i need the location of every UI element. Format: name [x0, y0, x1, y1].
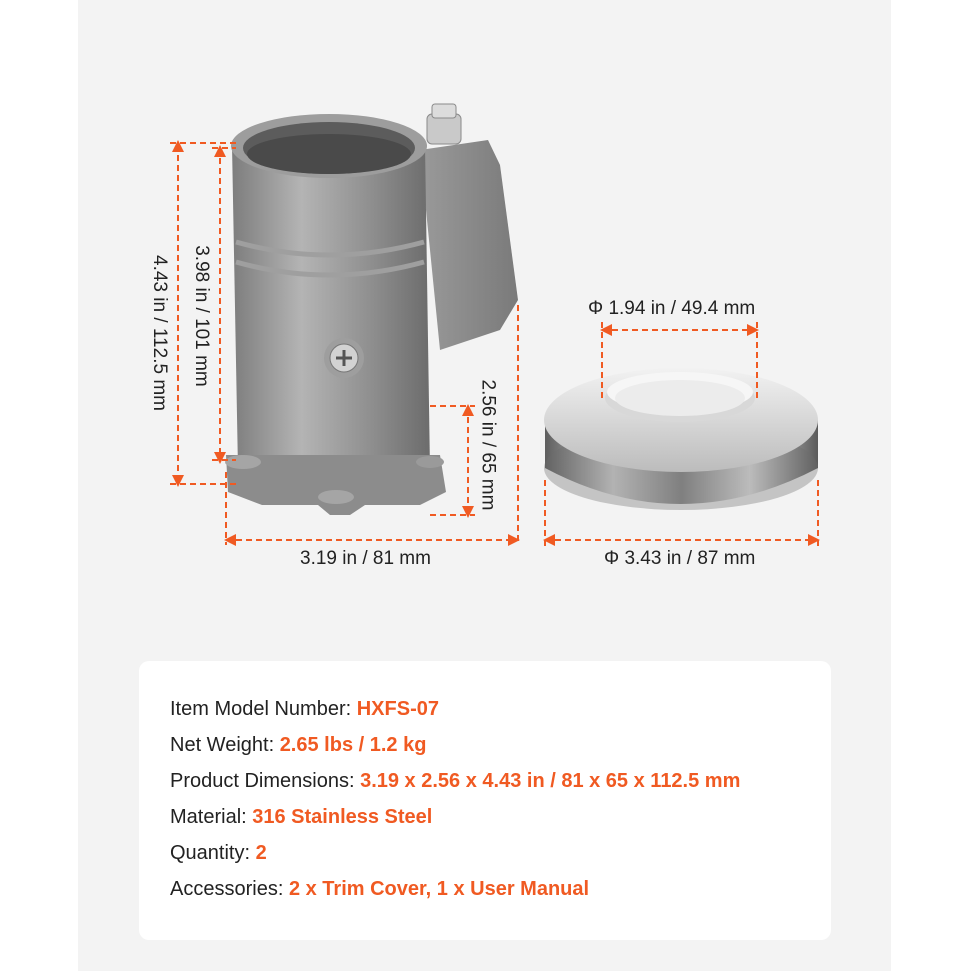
- spec-row-model: [170, 698, 439, 721]
- ring-outer-diameter-label: Φ 3.43 in / 87 mm: [604, 548, 756, 569]
- spec-value: HXFS-07: [356, 698, 439, 720]
- spec-label: Net Weight:: [170, 734, 280, 756]
- ring-inner-diameter-label: Φ 1.94 in / 49.4 mm: [588, 298, 756, 319]
- socket-product-image: [225, 104, 518, 515]
- spec-value: 3.19 x 2.56 x 4.43 in / 81 x 65 x 112.5 mm: [360, 770, 741, 792]
- spec-row-material: [170, 806, 432, 829]
- trim-cover-product-image: [544, 368, 818, 510]
- spec-row-quantity: [170, 842, 267, 865]
- width-label: 3.19 in / 81 mm: [300, 548, 431, 569]
- spec-row-dimensions: [170, 770, 740, 793]
- spec-row-accessories: [170, 878, 589, 901]
- spec-value: 2.65 lbs / 1.2 kg: [279, 734, 427, 756]
- spec-value: 316 Stainless Steel: [252, 806, 433, 828]
- spec-label: Material:: [170, 806, 253, 828]
- spec-row-weight: [170, 734, 426, 757]
- spec-label: Product Dimensions:: [170, 770, 361, 792]
- spec-card: [139, 661, 831, 940]
- spec-value: 2 x Trim Cover, 1 x User Manual: [288, 878, 590, 900]
- spec-label: Item Model Number:: [170, 698, 357, 720]
- depth-label: 2.56 in / 65 mm: [477, 379, 499, 511]
- spec-label: Quantity:: [170, 842, 256, 864]
- total-height-label: 4.43 in / 112.5 mm: [149, 255, 170, 411]
- spec-label: Accessories:: [170, 878, 289, 900]
- body-height-label: 3.98 in / 101 mm: [191, 245, 212, 387]
- spec-value: 2: [255, 842, 267, 864]
